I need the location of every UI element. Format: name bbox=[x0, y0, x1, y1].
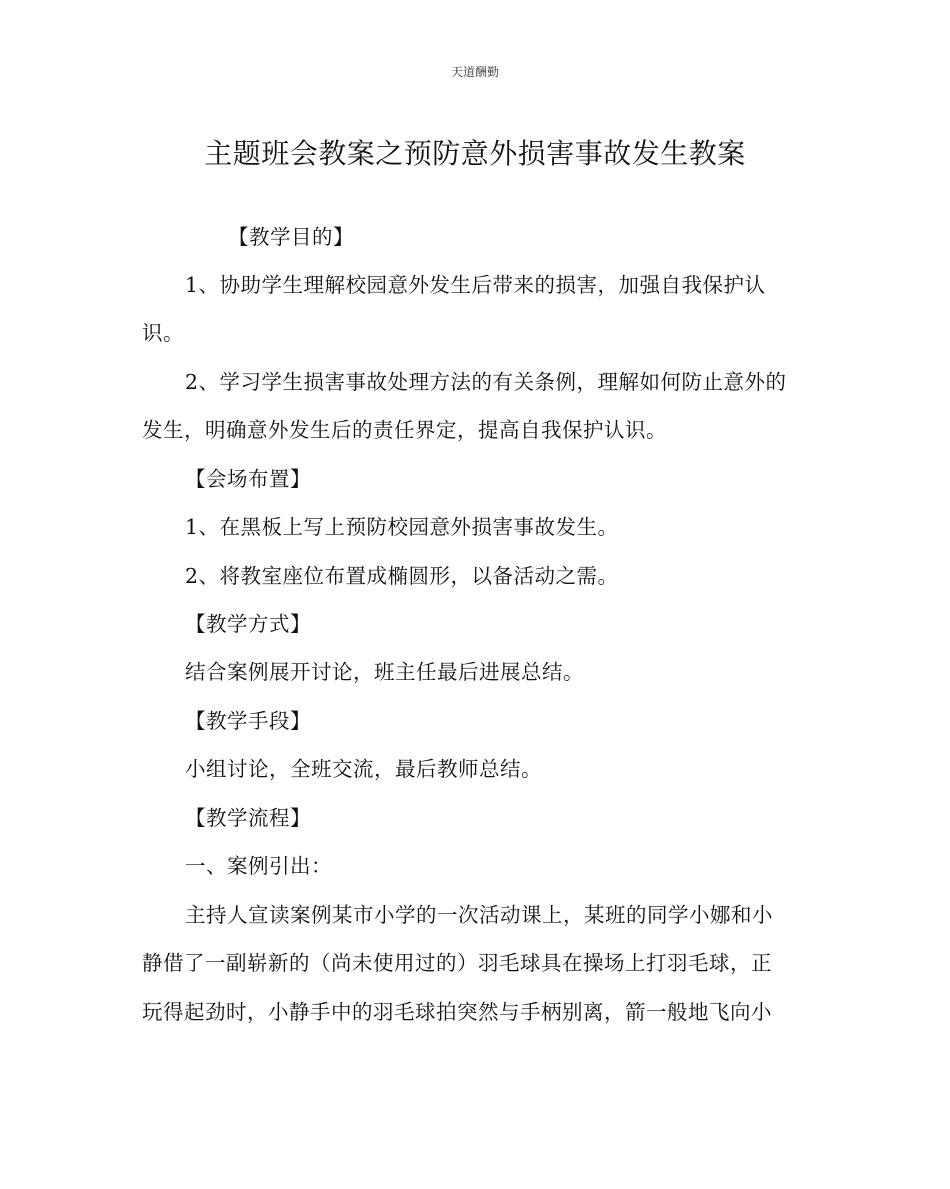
paragraph-line: 2、将教室座位布置成椭圆形，以备活动之需。 bbox=[185, 564, 619, 588]
paragraph-line: 发生，明确意外发生后的责任界定，提高自我保护认识。 bbox=[142, 418, 667, 442]
paragraph-line: 玩得起劲时，小静手中的羽毛球拍突然与手柄别离，箭一般地飞向小 bbox=[142, 1000, 772, 1024]
page-header: 天道酬勤 bbox=[450, 65, 499, 79]
paragraph-line: 小组讨论，全班交流，最后教师总结。 bbox=[185, 757, 542, 781]
paragraph-line: 识。 bbox=[142, 321, 184, 345]
paragraph-line: 结合案例展开讨论，班主任最后进展总结。 bbox=[185, 660, 584, 684]
subsection-heading: 一、案例引出： bbox=[185, 854, 332, 878]
document-title: 主题班会教案之预防意外损害事故发生教案 bbox=[204, 137, 746, 170]
section-heading-method: 【教学方式】 bbox=[185, 612, 311, 636]
paragraph-line: 主持人宣读案例某市小学的一次活动课上，某班的同学小娜和小 bbox=[185, 903, 773, 927]
paragraph-line: 静借了一副崭新的（尚未使用过的）羽毛球具在操场上打羽毛球，正 bbox=[142, 951, 772, 975]
section-heading-means: 【教学手段】 bbox=[185, 709, 311, 733]
paragraph-line: 1、在黑板上写上预防校园意外损害事故发生。 bbox=[185, 515, 619, 539]
paragraph-line: 2、学习学生损害事故处理方法的有关条例，理解如何防止意外的 bbox=[185, 370, 787, 394]
section-heading-objectives: 【教学目的】 bbox=[228, 225, 354, 249]
paragraph-line: 1、协助学生理解校园意外发生后带来的损害，加强自我保护认 bbox=[185, 273, 766, 297]
section-heading-venue: 【会场布置】 bbox=[185, 467, 311, 491]
section-heading-process: 【教学流程】 bbox=[185, 806, 311, 830]
